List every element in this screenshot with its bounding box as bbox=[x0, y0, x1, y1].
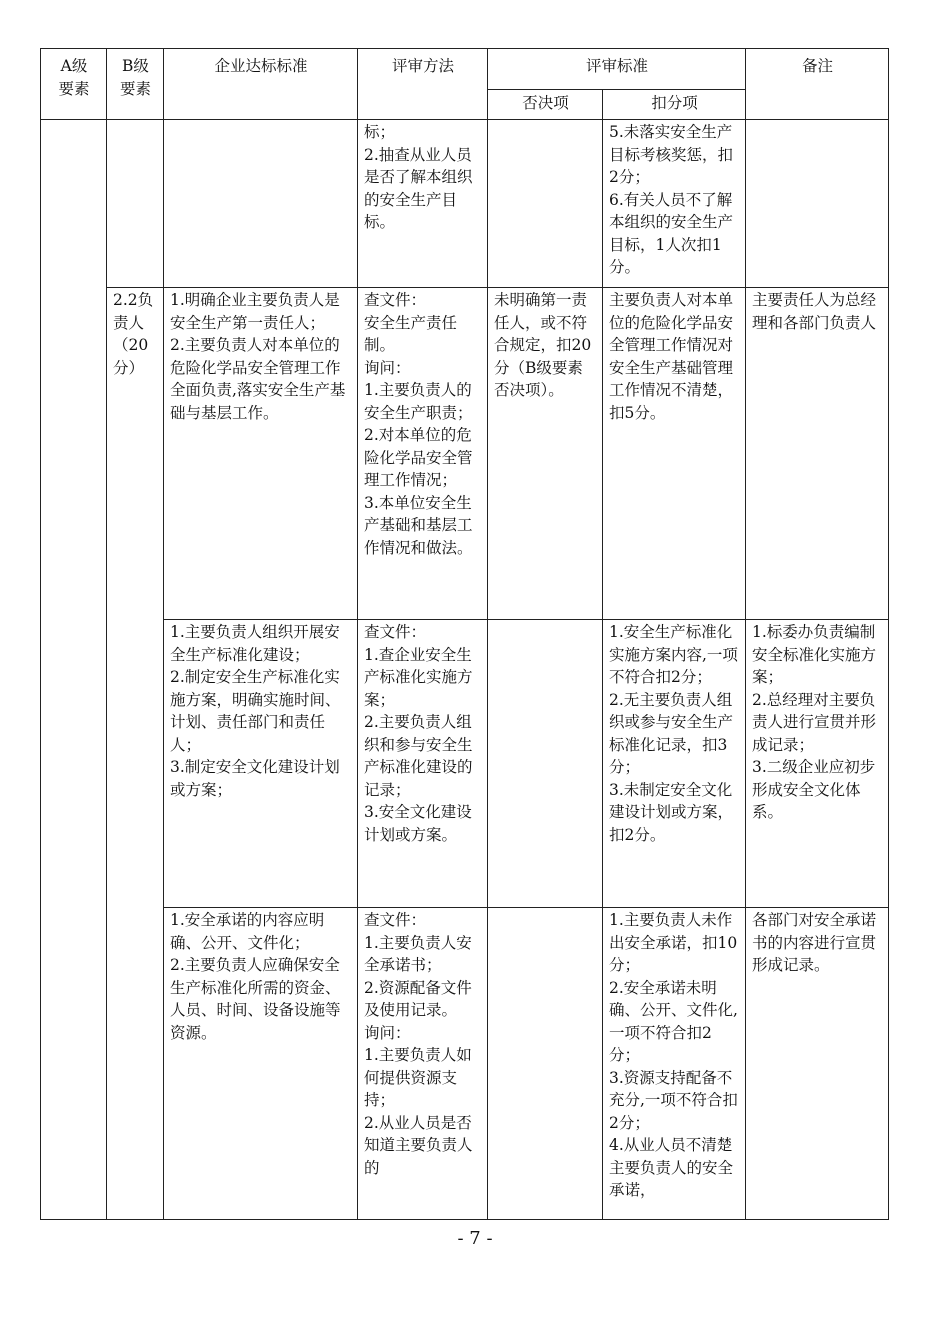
header-veto: 否决项 bbox=[488, 90, 603, 120]
header-row-1 bbox=[41, 49, 889, 90]
b-level-cell-empty bbox=[107, 120, 164, 288]
remarks-cell: 各部门对安全承诺书的内容进行宣贯形成记录。 bbox=[746, 908, 889, 1220]
header-a-level: A级 要素 bbox=[41, 49, 107, 120]
header-remarks: 备注 bbox=[746, 49, 889, 120]
deduction-cell: 1.主要负责人未作出安全承诺，扣10分； 2.安全承诺未明确、公开、文件化,一项不符合扣2分； 3.资源支持配备不充分,一项不符合扣2分； 4.从业人员不清楚主要负责人的安全承诺， bbox=[603, 908, 746, 1220]
evaluation-table bbox=[40, 48, 889, 1220]
page-number: - 7 - bbox=[457, 1228, 493, 1249]
a-level-cell bbox=[41, 120, 107, 1220]
deduction-cell: 主要负责人对本单位的危险化学品安全管理工作情况对安全生产基础管理工作情况不清楚，扣5分。 bbox=[603, 288, 746, 620]
deduction-cell: 1.安全生产标准化实施方案内容,一项不符合扣2分； 2.无主要负责人组织或参与安全生产标准化记录，扣3分； 3.未制定安全文化建设计划或方案，扣2分。 bbox=[603, 620, 746, 908]
veto-cell-empty bbox=[488, 120, 603, 288]
table-row bbox=[41, 620, 889, 908]
standard-cell: 1.明确企业主要负责人是安全生产第一责任人； 2.主要负责人对本单位的危险化学品安全管理工作全面负责,落实安全生产基础与基层工作。 bbox=[164, 288, 358, 620]
method-cell: 标； 2.抽查从业人员是否了解本组织的安全生产目标。 bbox=[358, 120, 488, 288]
table-row-continued bbox=[41, 120, 889, 288]
standard-cell-empty bbox=[164, 120, 358, 288]
header-deduction: 扣分项 bbox=[603, 90, 746, 120]
method-cell: 查文件： 安全生产责任制。 询问： 1.主要负责人的安全生产职责； 2.对本单位的危险化学品安全管理工作情况； 3.本单位安全生产基础和基层工作情况和做法。 bbox=[358, 288, 488, 620]
veto-cell bbox=[488, 620, 603, 908]
table-row bbox=[41, 288, 889, 620]
method-cell: 查文件： 1.主要负责人安全承诺书； 2.资源配备文件及使用记录。 询问： 1.主要负责人如何提供资源支持； 2.从业人员是否知道主要负责人的 bbox=[358, 908, 488, 1220]
veto-cell bbox=[488, 908, 603, 1220]
remarks-cell: 主要责任人为总经理和各部门负责人 bbox=[746, 288, 889, 620]
header-standard: 企业达标标准 bbox=[164, 49, 358, 120]
header-b-level: B级 要素 bbox=[107, 49, 164, 120]
b-element-cell: 2.2负责人（20分） bbox=[107, 288, 164, 1220]
veto-cell: 未明确第一责任人，或不符合规定，扣20分（B级要素否决项）。 bbox=[488, 288, 603, 620]
standard-cell: 1.主要负责人组织开展安全生产标准化建设； 2.制定安全生产标准化实施方案，明确实施时间、计划、责任部门和责任人； 3.制定安全文化建设计划或方案； bbox=[164, 620, 358, 908]
deduction-cell: 5.未落实安全生产目标考核奖惩，扣2分； 6.有关人员不了解本组织的安全生产目标，1人次扣1分。 bbox=[603, 120, 746, 288]
method-cell: 查文件： 1.查企业安全生产标准化实施方案； 2.主要负责人组织和参与安全生产标准化建设的记录； 3.安全文化建设计划或方案。 bbox=[358, 620, 488, 908]
remarks-cell: 1.标委办负责编制安全标准化实施方案； 2.总经理对主要负责人进行宣贯并形成记录； 3.二级企业应初步形成安全文化体系。 bbox=[746, 620, 889, 908]
header-method: 评审方法 bbox=[358, 49, 488, 120]
standard-cell: 1.安全承诺的内容应明确、公开、文件化； 2.主要负责人应确保安全生产标准化所需的资金、人员、时间、设备设施等资源。 bbox=[164, 908, 358, 1220]
remarks-cell-empty bbox=[746, 120, 889, 288]
header-criteria: 评审标准 bbox=[488, 49, 746, 90]
table-row bbox=[41, 908, 889, 1220]
